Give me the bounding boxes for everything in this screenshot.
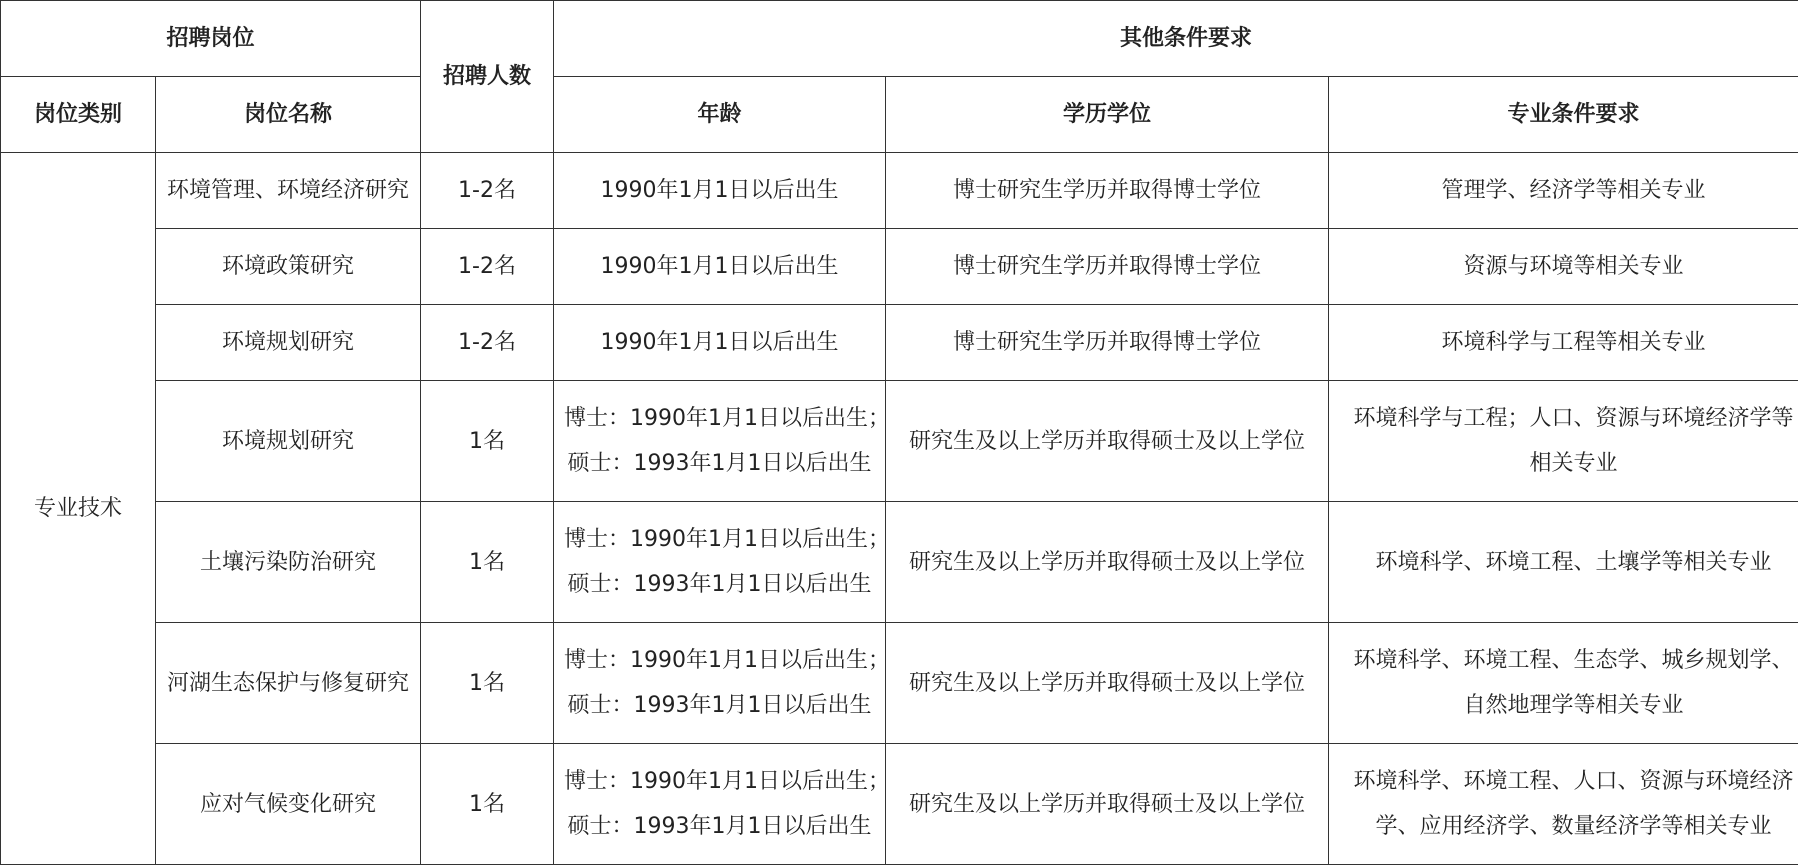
table-row xyxy=(1,305,1798,381)
position-name-cell: 河湖生态保护与修复研究 xyxy=(156,623,421,744)
age-line: 硕士：1993年1月1日以后出生 xyxy=(564,562,875,607)
major-line: 管理学、经济学等相关专业 xyxy=(1339,168,1798,213)
major-cell xyxy=(1329,305,1798,381)
major-line: 环境科学、环境工程、人口、资源与环境经济 xyxy=(1339,759,1798,804)
major-cell xyxy=(1329,153,1798,229)
recruit-count-cell: 1-2名 xyxy=(421,153,554,229)
age-line: 1990年1月1日以后出生 xyxy=(564,244,875,289)
header-position-category: 岗位类别 xyxy=(1,77,156,153)
major-cell xyxy=(1329,623,1798,744)
age-cell xyxy=(554,623,886,744)
major-cell xyxy=(1329,502,1798,623)
major-cell xyxy=(1329,381,1798,502)
header-other-requirements: 其他条件要求 xyxy=(554,1,1798,77)
age-cell xyxy=(554,229,886,305)
age-line: 博士：1990年1月1日以后出生； xyxy=(564,396,875,441)
table-row xyxy=(1,744,1798,865)
age-line: 硕士：1993年1月1日以后出生 xyxy=(564,441,875,486)
recruit-count-cell: 1-2名 xyxy=(421,305,554,381)
position-name-cell: 应对气候变化研究 xyxy=(156,744,421,865)
education-cell: 研究生及以上学历并取得硕士及以上学位 xyxy=(886,623,1329,744)
major-line: 环境科学与工程等相关专业 xyxy=(1339,320,1798,365)
header-education-degree: 学历学位 xyxy=(886,77,1329,153)
major-line: 相关专业 xyxy=(1339,441,1798,486)
position-name-cell: 土壤污染防治研究 xyxy=(156,502,421,623)
education-cell: 研究生及以上学历并取得硕士及以上学位 xyxy=(886,381,1329,502)
education-cell: 博士研究生学历并取得博士学位 xyxy=(886,229,1329,305)
position-name-cell: 环境政策研究 xyxy=(156,229,421,305)
major-cell xyxy=(1329,744,1798,865)
major-line: 环境科学、环境工程、土壤学等相关专业 xyxy=(1339,540,1798,585)
recruit-count-cell: 1名 xyxy=(421,502,554,623)
age-cell xyxy=(554,153,886,229)
header-age: 年龄 xyxy=(554,77,886,153)
recruit-count-cell: 1名 xyxy=(421,381,554,502)
age-line: 1990年1月1日以后出生 xyxy=(564,320,875,365)
major-line: 资源与环境等相关专业 xyxy=(1339,244,1798,289)
position-name-cell: 环境规划研究 xyxy=(156,381,421,502)
major-cell xyxy=(1329,229,1798,305)
education-cell: 博士研究生学历并取得博士学位 xyxy=(886,153,1329,229)
position-name-cell: 环境管理、环境经济研究 xyxy=(156,153,421,229)
header-position-name: 岗位名称 xyxy=(156,77,421,153)
major-line: 学、应用经济学、数量经济学等相关专业 xyxy=(1339,804,1798,849)
header-major-requirement: 专业条件要求 xyxy=(1329,77,1798,153)
table-row xyxy=(1,502,1798,623)
major-line: 自然地理学等相关专业 xyxy=(1339,683,1798,728)
recruit-count-cell: 1-2名 xyxy=(421,229,554,305)
age-line: 1990年1月1日以后出生 xyxy=(564,168,875,213)
recruit-count-cell: 1名 xyxy=(421,623,554,744)
age-cell xyxy=(554,305,886,381)
header-row-1 xyxy=(1,1,1798,77)
age-cell xyxy=(554,744,886,865)
major-line: 环境科学、环境工程、生态学、城乡规划学、 xyxy=(1339,638,1798,683)
age-cell xyxy=(554,502,886,623)
table-row xyxy=(1,623,1798,744)
category-cell: 专业技术 xyxy=(1,153,156,865)
position-name-cell: 环境规划研究 xyxy=(156,305,421,381)
header-recruit-count: 招聘人数 xyxy=(421,1,554,153)
age-line: 硕士：1993年1月1日以后出生 xyxy=(564,683,875,728)
age-line: 硕士：1993年1月1日以后出生 xyxy=(564,804,875,849)
age-line: 博士：1990年1月1日以后出生； xyxy=(564,638,875,683)
recruit-count-cell: 1名 xyxy=(421,744,554,865)
major-line: 环境科学与工程；人口、资源与环境经济学等 xyxy=(1339,396,1798,441)
education-cell: 研究生及以上学历并取得硕士及以上学位 xyxy=(886,502,1329,623)
table-row xyxy=(1,153,1798,229)
age-line: 博士：1990年1月1日以后出生； xyxy=(564,759,875,804)
table-row xyxy=(1,229,1798,305)
age-cell xyxy=(554,381,886,502)
table-row xyxy=(1,381,1798,502)
age-line: 博士：1990年1月1日以后出生； xyxy=(564,517,875,562)
education-cell: 研究生及以上学历并取得硕士及以上学位 xyxy=(886,744,1329,865)
header-row-2 xyxy=(1,77,1798,153)
header-recruit-position: 招聘岗位 xyxy=(1,1,421,77)
education-cell: 博士研究生学历并取得博士学位 xyxy=(886,305,1329,381)
